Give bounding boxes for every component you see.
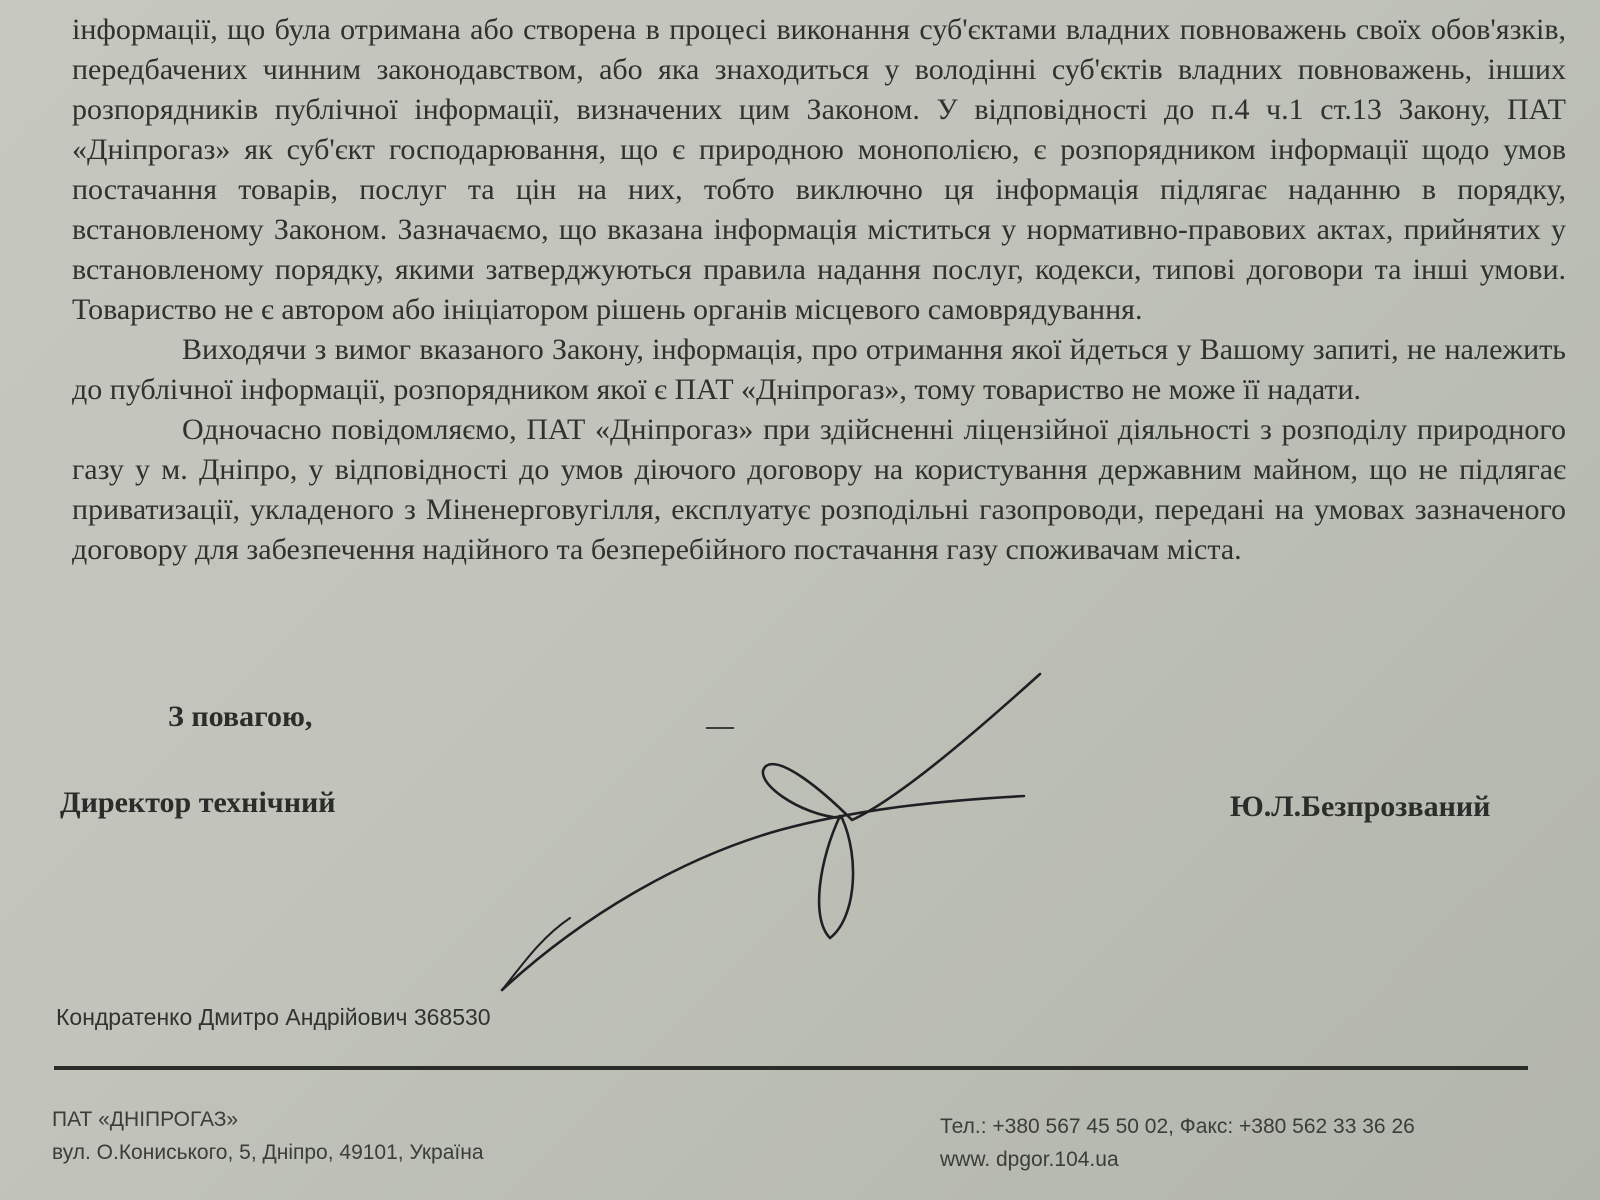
executor-contact: Кондратенко Дмитро Андрійович 368530 — [56, 1004, 491, 1030]
footer-contacts-block — [940, 1110, 1415, 1176]
signer-name: Ю.Л.Безпрозваний — [1230, 790, 1491, 823]
footer-company-block — [52, 1103, 484, 1169]
paragraph-3: Одночасно повідомляємо, ПАТ «Дніпрогаз» при здійсненні ліцензійної діяльності з розподілу природного газу у м. Дніпро, у відповідності до умов діючого договору на користування державним майном, що не підлягає приватизації, укладеного з Міненерговугілля, експлуатує розподільні газопроводи, передані на умовах зазначеного договору для забезпечення надійного та безперебійного постачання газу споживачам міста. — [72, 413, 1566, 566]
letter-body — [72, 10, 1566, 570]
signer-position: Директор технічний — [60, 786, 336, 819]
footer-phone-fax: Тел.: +380 567 45 50 02, Факс: +380 562 33 36 26 — [940, 1115, 1415, 1138]
closing-greeting: З повагою, — [168, 700, 313, 733]
footer-address: вул. О.Кониського, 5, Дніпро, 49101, Україна — [52, 1141, 484, 1164]
footer-company-name: ПАТ «ДНІПРОГАЗ» — [52, 1108, 239, 1131]
footer-website: www. dpgor.104.ua — [940, 1148, 1119, 1171]
paragraph-1: інформації, що була отримана або створена в процесі виконання суб'єктами владних повноважень своїх обов'язків, передбачених чинним законодавством, або яка знаходиться у володінні суб'єктів владних повноважень, інших розпорядників публічної інформації, визначених цим Законом. У відповідності до п.4 ч.1 ст.13 Закону, ПАТ «Дніпрогаз» як суб'єкт господарювання, що є природною монополією, є розпорядником інформації щодо умов постачання товарів, послуг та цін на них, тобто виключно ця інформація підлягає наданню в порядку, встановленому Законом. Зазначаємо, що вказана інформація міститься у нормативно-правових актах, прийнятих у встановленому порядку, якими затверджуються правила надання послуг, кодекси, типові договори та інші умови. Товариство не є автором або ініціатором рішень органів місцевого самоврядування. — [72, 13, 1566, 326]
paragraph-2: Виходячи з вимог вказаного Закону, інформація, про отримання якої йдеться у Вашому запиті, не належить до публічної інформації, розпорядником якої є ПАТ «Дніпрогаз», тому товариство не може її надати. — [72, 333, 1566, 406]
footer-divider — [54, 1066, 1528, 1070]
handwritten-signature — [480, 668, 1080, 1028]
